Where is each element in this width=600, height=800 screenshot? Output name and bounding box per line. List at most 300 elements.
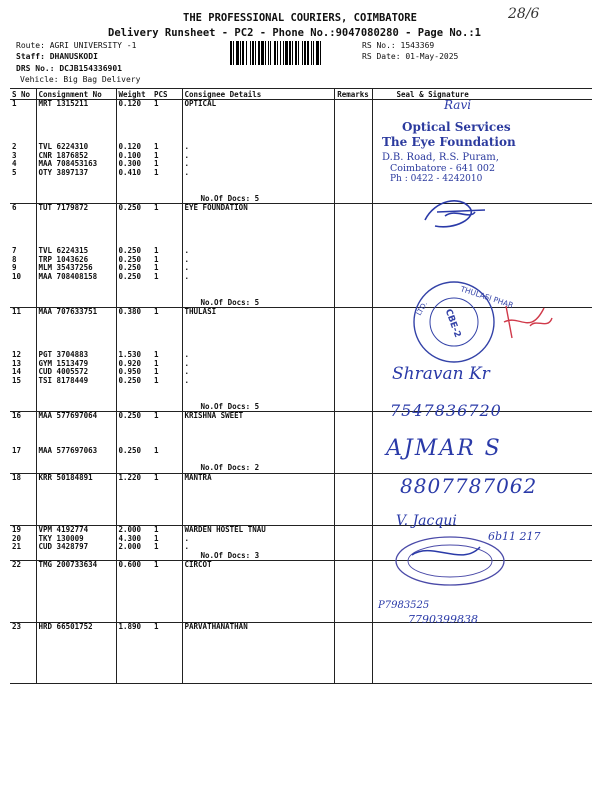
barcode-bar — [320, 41, 321, 65]
empty-cell — [334, 126, 372, 135]
empty-cell — [334, 325, 372, 334]
cell-consignment-no: MAA 708453163 — [36, 160, 116, 169]
empty-cell — [10, 221, 36, 230]
empty-cell — [10, 604, 36, 613]
cell-weight: 0.100 — [116, 152, 152, 161]
stamp-line: The Eye Foundation — [382, 135, 516, 149]
cell-consignment-no: GYM 1513479 — [36, 360, 116, 369]
staff-label: Staff: DHANUSKODI — [16, 52, 98, 61]
empty-cell — [182, 596, 334, 605]
empty-cell — [334, 134, 372, 143]
cell-remarks — [334, 160, 372, 169]
empty-cell — [116, 499, 152, 508]
empty-cell — [182, 421, 334, 430]
cell-consignee: PARVATHANATHAN — [182, 622, 334, 631]
empty-cell — [334, 491, 372, 500]
barcode-bar — [250, 41, 251, 65]
docs-count: No.Of Docs: 5 — [182, 299, 334, 308]
empty-cell — [36, 213, 116, 222]
empty-cell — [36, 386, 116, 395]
empty-cell — [116, 394, 152, 403]
empty-cell — [372, 109, 592, 118]
empty-cell — [10, 117, 36, 126]
docs-count — [182, 613, 334, 622]
cell-sno: 18 — [12, 472, 22, 482]
cell-consignment-no: TMG 200733634 — [36, 561, 116, 570]
cell-sno: 23 — [12, 621, 22, 631]
empty-cell — [182, 213, 334, 222]
cell-weight: 1.530 — [116, 351, 152, 360]
document-title: THE PROFESSIONAL COURIERS, COIMBATORE — [183, 12, 417, 24]
empty-cell — [116, 464, 152, 473]
spacer-row — [10, 455, 592, 464]
empty-cell — [36, 604, 116, 613]
group-footer-row — [10, 517, 592, 526]
empty-cell — [182, 177, 334, 186]
empty-cell — [10, 334, 36, 343]
empty-cell — [152, 579, 182, 588]
cell-pcs: 1 — [154, 560, 159, 570]
cell-sno: 14 — [12, 367, 22, 377]
empty-cell — [372, 674, 592, 683]
empty-cell — [152, 508, 182, 517]
empty-cell — [152, 325, 182, 334]
empty-cell — [116, 325, 152, 334]
empty-cell — [334, 648, 372, 657]
empty-cell — [152, 126, 182, 135]
table-row — [10, 412, 592, 421]
spacer-row — [10, 631, 592, 640]
empty-cell — [10, 281, 36, 290]
cell-consignee: CIRCOT — [182, 561, 334, 570]
empty-cell — [334, 552, 372, 561]
cell-remarks — [334, 204, 372, 213]
cell-weight: 1.220 — [116, 473, 152, 482]
empty-cell — [10, 394, 36, 403]
cell-sno: 17 — [12, 445, 22, 455]
empty-cell — [152, 213, 182, 222]
empty-cell — [334, 666, 372, 675]
empty-cell — [334, 482, 372, 491]
empty-cell — [152, 221, 182, 230]
empty-cell — [10, 648, 36, 657]
cell-weight: 0.250 — [116, 377, 152, 386]
spacer-row — [10, 657, 592, 666]
empty-cell — [10, 230, 36, 239]
cell-consignment-no: TVL 6224310 — [36, 143, 116, 152]
empty-cell — [152, 596, 182, 605]
empty-cell — [152, 499, 182, 508]
empty-cell — [182, 491, 334, 500]
empty-cell — [10, 386, 36, 395]
table-row — [10, 264, 592, 273]
barcode-bar — [295, 41, 297, 65]
empty-cell — [116, 613, 152, 622]
empty-cell — [152, 386, 182, 395]
empty-cell — [116, 334, 152, 343]
table-row — [10, 247, 592, 256]
cell-consignee: KRISHNA SWEET — [182, 412, 334, 421]
empty-cell — [334, 317, 372, 326]
cell-sno: 7 — [12, 246, 17, 256]
cell-consignee: . — [182, 143, 334, 152]
cell-remarks — [334, 360, 372, 369]
empty-cell — [334, 230, 372, 239]
cell-remarks — [334, 256, 372, 265]
cell-remarks — [334, 526, 372, 535]
empty-cell — [334, 587, 372, 596]
empty-cell — [116, 666, 152, 675]
empty-cell — [10, 482, 36, 491]
barcode-bar — [289, 41, 291, 65]
empty-cell — [182, 657, 334, 666]
empty-cell — [116, 657, 152, 666]
cell-consignee: . — [182, 273, 334, 282]
empty-cell — [116, 596, 152, 605]
empty-cell — [10, 317, 36, 326]
empty-cell — [36, 579, 116, 588]
cell-consignee: . — [182, 264, 334, 273]
cell-weight: 1.890 — [116, 622, 152, 631]
col-header-signature: Seal & Signature — [372, 89, 592, 100]
empty-cell — [152, 482, 182, 491]
stamp-line: Ph : 0422 - 4242010 — [390, 174, 483, 184]
empty-cell — [10, 508, 36, 517]
empty-cell — [152, 421, 182, 430]
empty-cell — [116, 126, 152, 135]
empty-cell — [334, 299, 372, 308]
empty-cell — [334, 613, 372, 622]
empty-cell — [116, 604, 152, 613]
empty-cell — [152, 177, 182, 186]
empty-cell — [334, 394, 372, 403]
cell-weight: 0.920 — [116, 360, 152, 369]
cell-pcs: 1 — [154, 271, 159, 281]
empty-cell — [334, 464, 372, 473]
empty-cell — [372, 386, 592, 395]
document-subtitle: Delivery Runsheet - PC2 - Phone No.:9047080280 - Page No.:1 — [108, 27, 481, 39]
stamp-line: Coimbatore - 641 002 — [390, 163, 496, 174]
empty-cell — [372, 421, 592, 430]
empty-cell — [36, 186, 116, 195]
cell-sno: 9 — [12, 263, 17, 273]
cell-consignee — [182, 447, 334, 456]
cell-consignment-no: TVL 6224315 — [36, 247, 116, 256]
empty-cell — [10, 570, 36, 579]
cell-remarks — [334, 377, 372, 386]
empty-cell — [10, 421, 36, 430]
barcode-bar — [280, 41, 281, 65]
drs-label: DRS No.: DCJB154336901 — [16, 64, 122, 73]
rs-number: RS No.: 1543369 — [362, 41, 435, 50]
cell-consignee: . — [182, 247, 334, 256]
empty-cell — [334, 117, 372, 126]
empty-cell — [10, 587, 36, 596]
empty-cell — [36, 674, 116, 683]
cell-pcs: 1 — [154, 246, 159, 256]
empty-cell — [334, 657, 372, 666]
table-header-row — [10, 89, 592, 100]
spacer-row — [10, 666, 592, 675]
empty-cell — [36, 394, 116, 403]
empty-cell — [10, 213, 36, 222]
cell-sno: 8 — [12, 254, 17, 264]
empty-cell — [182, 430, 334, 439]
docs-count: No.Of Docs: 2 — [182, 464, 334, 473]
cell-sno: 5 — [12, 167, 17, 177]
empty-cell — [334, 213, 372, 222]
cell-pcs: 1 — [154, 307, 159, 317]
empty-cell — [152, 648, 182, 657]
cell-consignment-no: VPM 4192774 — [36, 526, 116, 535]
cell-consignment-no: MAA 708408158 — [36, 273, 116, 282]
cell-weight: 0.950 — [116, 368, 152, 377]
empty-cell — [182, 109, 334, 118]
cell-weight: 2.000 — [116, 543, 152, 552]
empty-cell — [152, 613, 182, 622]
empty-cell — [36, 648, 116, 657]
empty-cell — [334, 386, 372, 395]
empty-cell — [152, 394, 182, 403]
empty-cell — [36, 117, 116, 126]
empty-cell — [10, 631, 36, 640]
spacer-row — [10, 604, 592, 613]
group-footer-row — [10, 464, 592, 473]
empty-cell — [36, 177, 116, 186]
empty-cell — [334, 499, 372, 508]
empty-cell — [152, 455, 182, 464]
empty-cell — [334, 177, 372, 186]
barcode-bar — [277, 41, 278, 65]
empty-cell — [116, 482, 152, 491]
empty-cell — [372, 631, 592, 640]
cell-remarks — [334, 273, 372, 282]
empty-cell — [116, 213, 152, 222]
spacer-row — [10, 421, 592, 430]
cell-signature — [372, 622, 592, 631]
cell-weight: 0.300 — [116, 160, 152, 169]
empty-cell — [36, 430, 116, 439]
spacer-row — [10, 394, 592, 403]
spacer-row — [10, 596, 592, 605]
col-header-sno: S No — [10, 89, 36, 100]
rs-date: RS Date: 01-May-2025 — [362, 52, 459, 61]
empty-cell — [334, 290, 372, 299]
empty-cell — [182, 482, 334, 491]
empty-cell — [182, 604, 334, 613]
barcode-bar — [246, 41, 247, 65]
cell-sno: 2 — [12, 141, 17, 151]
barcode-bar — [240, 41, 241, 65]
empty-cell — [152, 317, 182, 326]
empty-cell — [116, 455, 152, 464]
empty-cell — [334, 570, 372, 579]
cell-weight: 0.120 — [116, 143, 152, 152]
empty-cell — [152, 117, 182, 126]
cell-consignment-no: MLM 35437256 — [36, 264, 116, 273]
cell-consignee: MANTRA — [182, 473, 334, 482]
empty-cell — [116, 421, 152, 430]
empty-cell — [116, 221, 152, 230]
empty-cell — [36, 657, 116, 666]
empty-cell — [334, 109, 372, 118]
empty-cell — [334, 438, 372, 447]
empty-cell — [182, 317, 334, 326]
empty-cell — [334, 186, 372, 195]
signature-scribble-eye-foundation — [415, 190, 515, 236]
empty-cell — [182, 508, 334, 517]
barcode-bar — [313, 41, 314, 65]
empty-cell — [116, 281, 152, 290]
empty-cell — [334, 281, 372, 290]
cell-weight: 0.250 — [116, 204, 152, 213]
signature-mantra: AJMAR S — [386, 436, 502, 461]
empty-cell — [116, 579, 152, 588]
empty-cell — [372, 613, 592, 622]
signature-warden: V. Jacqui — [396, 513, 457, 529]
cell-remarks — [334, 308, 372, 317]
empty-cell — [116, 290, 152, 299]
empty-cell — [10, 290, 36, 299]
empty-cell — [116, 117, 152, 126]
empty-cell — [10, 177, 36, 186]
cell-weight: 0.250 — [116, 273, 152, 282]
cell-pcs: 1 — [154, 203, 159, 213]
empty-cell — [152, 334, 182, 343]
spacer-row — [10, 438, 592, 447]
cell-consignee: . — [182, 160, 334, 169]
cell-pcs: 1 — [154, 411, 159, 421]
empty-cell — [10, 325, 36, 334]
cell-consignment-no: KRR 50184891 — [36, 473, 116, 482]
empty-cell — [152, 604, 182, 613]
empty-cell — [36, 317, 116, 326]
empty-cell — [116, 491, 152, 500]
cell-sno: 1 — [12, 99, 17, 108]
empty-cell — [36, 508, 116, 517]
cell-sno: 21 — [12, 542, 22, 552]
cell-sno: 6 — [12, 203, 17, 213]
docs-count: No.Of Docs: 5 — [182, 403, 334, 412]
cell-consignment-no: TUT 7179872 — [36, 204, 116, 213]
cell-sno: 16 — [12, 411, 22, 421]
handwritten-page-number: 28/6 — [508, 6, 540, 22]
cell-remarks — [334, 264, 372, 273]
empty-cell — [372, 499, 592, 508]
cell-weight: 0.120 — [116, 100, 152, 109]
empty-cell — [372, 640, 592, 649]
cell-pcs: 1 — [154, 99, 159, 108]
empty-cell — [334, 343, 372, 352]
cell-weight: 0.250 — [116, 247, 152, 256]
cell-consignment-no: TKY 130009 — [36, 535, 116, 544]
cell-remarks — [334, 622, 372, 631]
barcode-bar — [261, 41, 264, 65]
cell-sno: 11 — [12, 307, 22, 317]
barcode-bar — [236, 41, 239, 65]
empty-cell — [182, 499, 334, 508]
cell-pcs: 1 — [154, 472, 159, 482]
empty-cell — [116, 177, 152, 186]
empty-cell — [36, 587, 116, 596]
cell-remarks — [334, 473, 372, 482]
empty-cell — [372, 464, 592, 473]
empty-cell — [182, 648, 334, 657]
empty-cell — [152, 640, 182, 649]
cell-consignee: WARDEN HOSTEL TNAU — [182, 526, 334, 535]
empty-cell — [152, 186, 182, 195]
cell-consignment-no: CUD 4005572 — [36, 368, 116, 377]
cell-pcs: 1 — [154, 159, 159, 169]
empty-cell — [372, 648, 592, 657]
cell-consignment-no: TRP 1043626 — [36, 256, 116, 265]
cell-consignment-no: MAA 707633751 — [36, 308, 116, 317]
col-header-consignee: Consignee Details — [182, 89, 334, 100]
empty-cell — [36, 421, 116, 430]
empty-cell — [372, 666, 592, 675]
cell-weight: 4.300 — [116, 535, 152, 544]
col-header-pcs: PCS — [152, 89, 182, 100]
cell-signature — [372, 264, 592, 273]
cell-consignee: . — [182, 377, 334, 386]
barcode-image — [230, 41, 356, 65]
cell-sno: 3 — [12, 150, 17, 160]
empty-cell — [334, 334, 372, 343]
empty-cell — [10, 186, 36, 195]
cell-weight: 0.250 — [116, 264, 152, 273]
spacer-row — [10, 239, 592, 248]
col-header-consignment: Consignment No — [36, 89, 116, 100]
cell-consignee: THULASI — [182, 308, 334, 317]
cell-signature — [372, 100, 592, 109]
empty-cell — [36, 464, 116, 473]
cell-consignment-no: MAA 577697063 — [36, 447, 116, 456]
empty-cell — [334, 604, 372, 613]
cell-consignee: . — [182, 535, 334, 544]
empty-cell — [182, 386, 334, 395]
cell-consignee: EYE FOUNDATION — [182, 204, 334, 213]
cell-remarks — [334, 447, 372, 456]
empty-cell — [152, 491, 182, 500]
spacer-row — [10, 648, 592, 657]
empty-cell — [116, 674, 152, 683]
stamp-text: CBE-2 — [442, 307, 463, 340]
cell-remarks — [334, 100, 372, 109]
empty-cell — [36, 221, 116, 230]
empty-cell — [182, 230, 334, 239]
empty-cell — [116, 109, 152, 118]
cell-consignee: . — [182, 256, 334, 265]
cell-remarks — [334, 143, 372, 152]
empty-cell — [182, 343, 334, 352]
spacer-row — [10, 499, 592, 508]
spacer-row — [10, 386, 592, 395]
barcode-bar — [274, 41, 276, 65]
empty-cell — [36, 230, 116, 239]
cell-consignee: . — [182, 351, 334, 360]
empty-cell — [334, 631, 372, 640]
cell-pcs: 1 — [154, 350, 159, 360]
barcode-bar — [283, 41, 284, 65]
empty-cell — [182, 334, 334, 343]
barcode-bar — [258, 41, 260, 65]
empty-cell — [36, 631, 116, 640]
barcode-bar — [307, 41, 309, 65]
signature-krishna: Shravan Kr — [392, 364, 490, 384]
phone-warden: 8807787062 — [400, 474, 538, 498]
signature-circot-note: 6b11 217 — [488, 530, 541, 543]
empty-cell — [36, 666, 116, 675]
